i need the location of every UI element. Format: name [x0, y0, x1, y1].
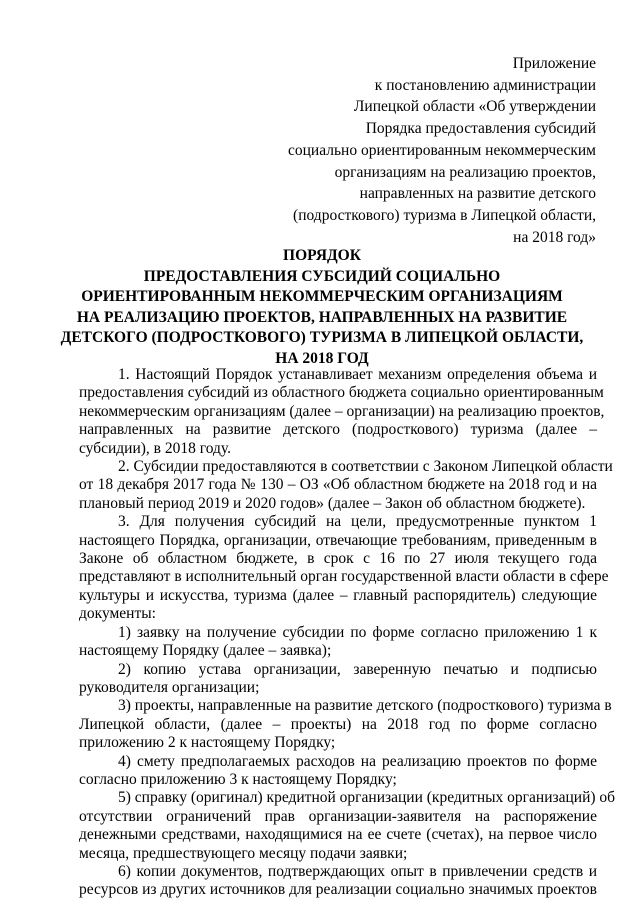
paragraph-line: согласно приложению 3 к настоящему Порядку;	[79, 770, 397, 788]
paragraph-line: направленных на развитие детского (подросткового) туризма (далее –	[79, 421, 597, 439]
paragraph-1	[79, 366, 605, 458]
paragraph-line: 5) справку (оригинал) кредитной организации (кредитных организаций) об	[118, 789, 616, 807]
paragraph-line: 2. Субсидии предоставляются в соответствии с Законом Липецкой области	[118, 458, 613, 476]
paragraph-line: 4) смету предполагаемых расходов на реализацию проектов по форме	[118, 752, 597, 770]
paragraph-line: отсутствии ограничений прав организации-заявителя на распоряжение	[79, 807, 597, 825]
appendix-line: социально ориентированным некоммерческим	[288, 141, 596, 159]
appendix-line: (подросткового) туризма в Липецкой области,	[293, 206, 596, 224]
paragraph-line: культуры и искусства, туризма (далее – главный распорядитель) следующие	[79, 586, 597, 604]
list-item-3	[79, 697, 612, 752]
document-body	[79, 366, 616, 900]
appendix-line: Порядка предоставления субсидий	[365, 120, 596, 138]
title-line: ПРЕДОСТАВЛЕНИЯ СУБСИДИЙ СОЦИАЛЬНО	[143, 267, 501, 285]
paragraph-line: ресурсов из других источников для реализации социально значимых проектов	[79, 881, 597, 899]
list-item-2	[79, 661, 597, 698]
paragraph-line: 6) копии документов, подтверждающих опыт в привлечении средств и	[118, 862, 597, 880]
paragraph-line: плановый период 2019 и 2020 годов» (далее – Закон об областном бюджете).	[79, 494, 586, 512]
list-item-1	[79, 624, 597, 661]
paragraph-line: представляют в исполнительный орган государственной власти области в сфере	[79, 568, 609, 586]
paragraph-line: Законе об областном бюджете, в срок с 16 по 27 июля текущего года	[79, 550, 597, 568]
document-title	[40, 246, 604, 369]
paragraph-line: 3) проекты, направленные на развитие детского (подросткового) туризма в	[118, 697, 612, 715]
appendix-line: направленных на развитие детского	[359, 185, 596, 203]
paragraph-line: некоммерческим организациям (далее – организации) на реализацию проектов,	[79, 402, 605, 420]
title-line: НА РЕАЛИЗАЦИЮ ПРОЕКТОВ, НАПРАВЛЕННЫХ НА РАЗВИТИЕ	[76, 308, 568, 326]
title-line: ПОРЯДОК	[283, 247, 361, 264]
paragraph-line: 2) копию устава организации, заверенную печатью и подписью	[118, 660, 597, 678]
paragraph-line: месяца, предшествующего месяцу подачи заявки;	[79, 844, 408, 862]
appendix-header	[280, 53, 596, 248]
list-item-4	[79, 753, 597, 790]
paragraph-line: от 18 декабря 2017 года № 130 – ОЗ «Об областном бюджете на 2018 год и на	[79, 476, 597, 494]
paragraph-line: субсидии), в 2018 году.	[79, 439, 231, 457]
paragraph-line: Липецкой области, (далее – проекты) на 2018 год по форме согласно	[79, 715, 597, 733]
paragraph-line: настоящему Порядку (далее – заявка);	[79, 642, 332, 660]
paragraph-3	[79, 513, 609, 623]
appendix-line: на 2018 год»	[513, 228, 596, 246]
paragraph-line: денежными средствами, находящимися на ее счете (счетах), на первое число	[79, 826, 597, 844]
title-line: ОРИЕНТИРОВАННЫМ НЕКОММЕРЧЕСКИМ ОРГАНИЗАЦИЯМ	[81, 288, 563, 305]
appendix-line: к постановлению администрации	[374, 76, 596, 94]
appendix-line: организациям на реализацию проектов,	[334, 163, 596, 181]
appendix-line: Липецкой области «Об утверждении	[353, 98, 596, 116]
title-line: ДЕТСКОГО (ПОДРОСТКОВОГО) ТУРИЗМА В ЛИПЕЦКОЙ ОБЛАСТИ,	[60, 329, 584, 346]
paragraph-line: настоящего Порядка, организации, отвечающие требованиям, приведенным в	[79, 531, 597, 549]
list-item-5	[79, 789, 616, 863]
paragraph-line: 1) заявку на получение субсидии по форме согласно приложению 1 к	[118, 623, 597, 641]
paragraph-line: 1. Настоящий Порядок устанавливает механизм определения объема и	[118, 366, 597, 383]
paragraph-2	[79, 458, 613, 513]
title-line: НА 2018 ГОД	[275, 349, 369, 367]
appendix-line: Приложение	[512, 55, 596, 72]
list-item-6	[79, 863, 597, 900]
paragraph-line: документы:	[79, 605, 156, 623]
paragraph-line: руководителя организации;	[79, 678, 260, 696]
paragraph-line: приложению 2 к настоящему Порядку;	[79, 734, 336, 752]
paragraph-line: 3. Для получения субсидий на цели, предусмотренные пунктом 1	[118, 513, 597, 531]
paragraph-line: предоставления субсидий из областного бюджета социально ориентированным	[79, 384, 604, 402]
